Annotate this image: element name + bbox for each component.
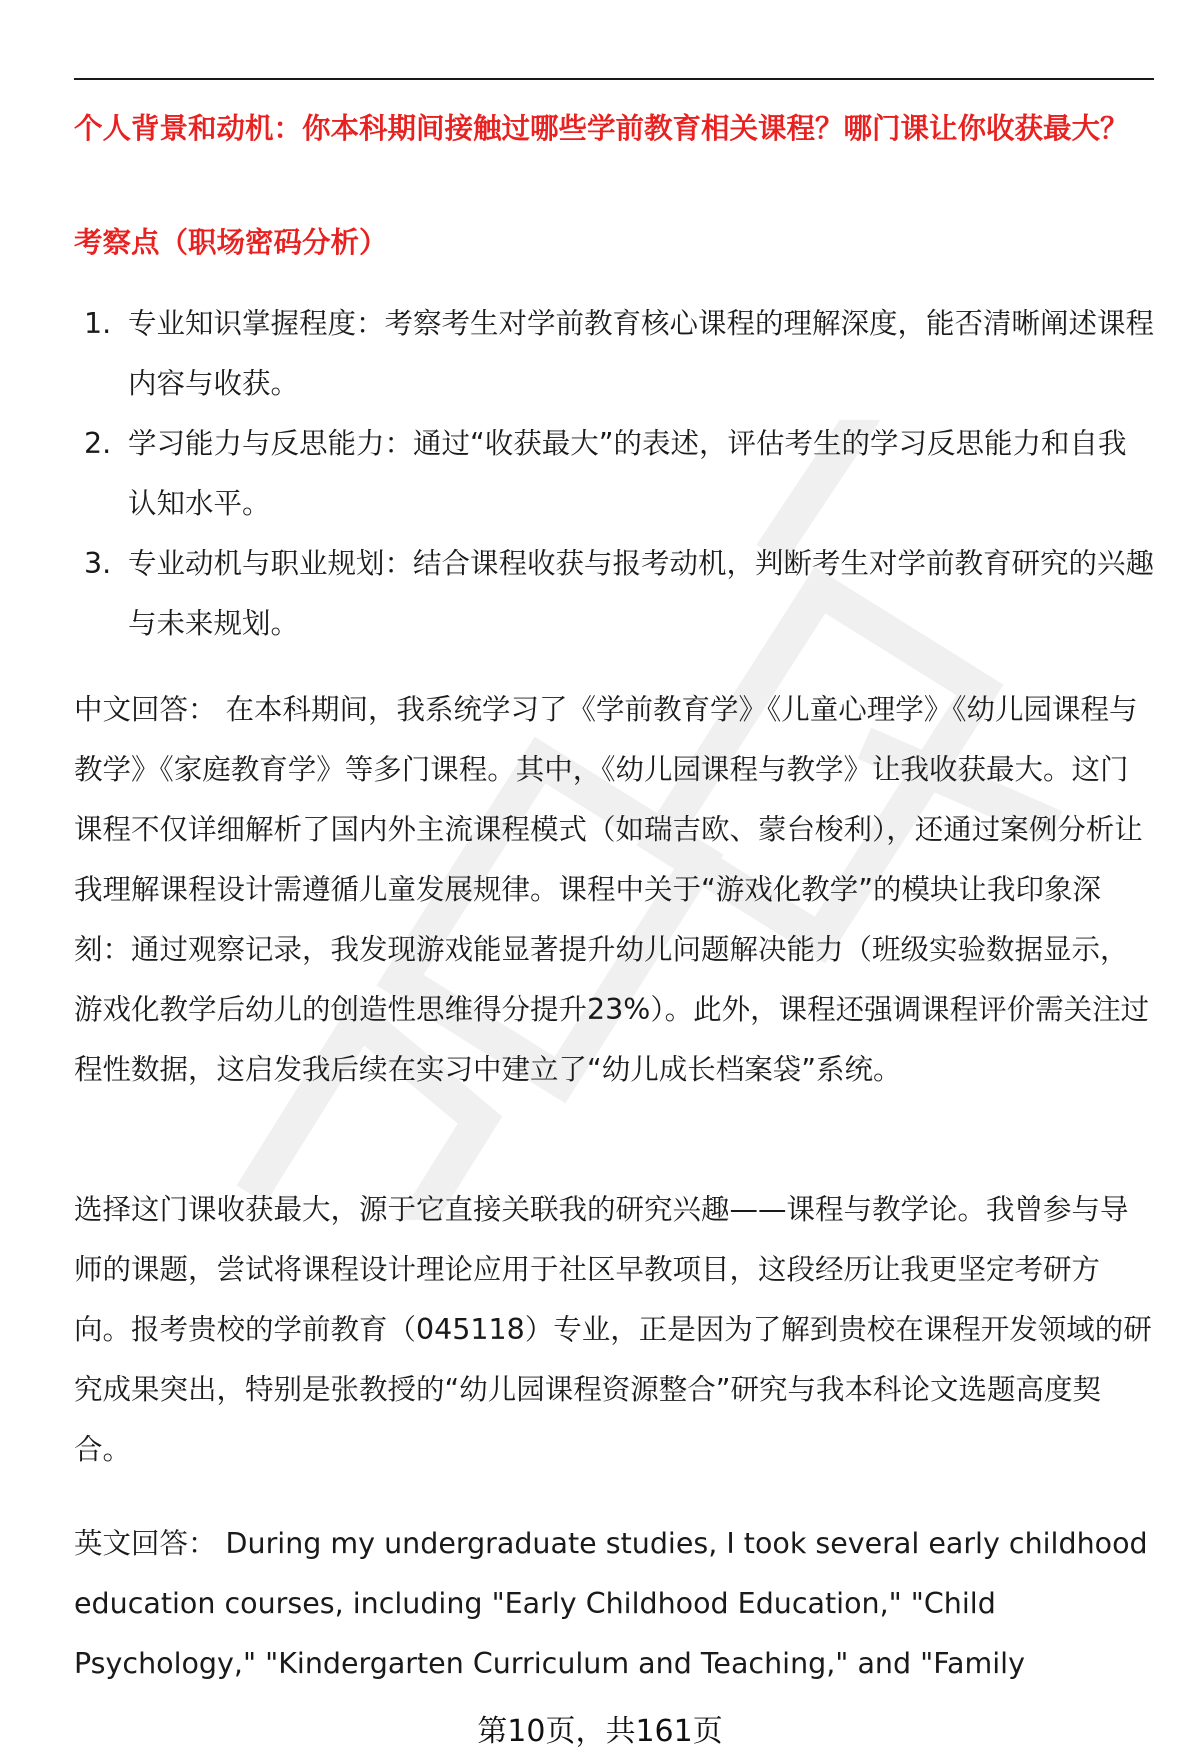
chinese-answer-paragraph-2: 选择这门课收获最大，源于它直接关联我的研究兴趣——课程与教学论。我曾参与导师的课题，尝试将课程设计理论应用于社区早教项目，这段经历让我更坚定考研方向。报考贵校的学前教育（045118）专业，正是因为了解到贵校在课程开发领域的研究成果突出，特别是张教授的“幼儿园课程资源整合”研究与我本科论文选题高度契合。: [74, 1193, 1152, 1466]
list-item: [74, 414, 1154, 534]
english-answer-paragraph: 英文回答： During my undergraduate studies, I took several early childhood education courses, including "Early Childhood Education," "Child Psychology," "Kindergarten Curriculum and Teaching," and "Family: [74, 1527, 1148, 1680]
list-item-text: 学习能力与反思能力：通过“收获最大”的表述，评估考生的学习反思能力和自我认知水平。: [128, 427, 1127, 520]
chinese-answer-paragraph-1: 中文回答： 在本科期间，我系统学习了《学前教育学》《儿童心理学》《幼儿园课程与教学》《家庭教育学》等多门课程。其中，《幼儿园课程与教学》让我收获最大。这门课程不仅详细解析了国内外主流课程模式（如瑞吉欧、蒙台梭利），还通过案例分析让我理解课程设计需遵循儿童发展规律。课程中关于“游戏化教学”的模块让我印象深刻：通过观察记录，我发现游戏能显著提升幼儿问题解决能力（班级实验数据显示，游戏化教学后幼儿的创造性思维得分提升23%）。此外，课程还强调课程评价需关注过程性数据，这启发我后续在实习中建立了“幼儿成长档案袋”系统。: [74, 693, 1150, 1086]
list-item: [74, 294, 1154, 414]
header-rule: [74, 78, 1154, 80]
list-item-text: 专业动机与职业规划：结合课程收获与报考动机，判断考生对学前教育研究的兴趣与未来规划。: [128, 547, 1155, 640]
list-item-number: 1.: [84, 307, 112, 340]
section-label: 考察点（职场密码分析）: [74, 226, 388, 259]
question-heading: 个人背景和动机：你本科期间接触过哪些学前教育相关课程？哪门课让你收获最大？: [74, 112, 1129, 145]
document-page: [74, 0, 1154, 1755]
page-number-footer: 第10页，共161页: [477, 1714, 723, 1749]
list-item-number: 3.: [84, 547, 112, 580]
list-item-text: 专业知识掌握程度：考察考生对学前教育核心课程的理解深度，能否清晰阐述课程内容与收获。: [128, 307, 1155, 400]
list-item: [74, 534, 1154, 654]
list-item-number: 2.: [84, 427, 112, 460]
assessment-points-list: [74, 294, 1154, 654]
